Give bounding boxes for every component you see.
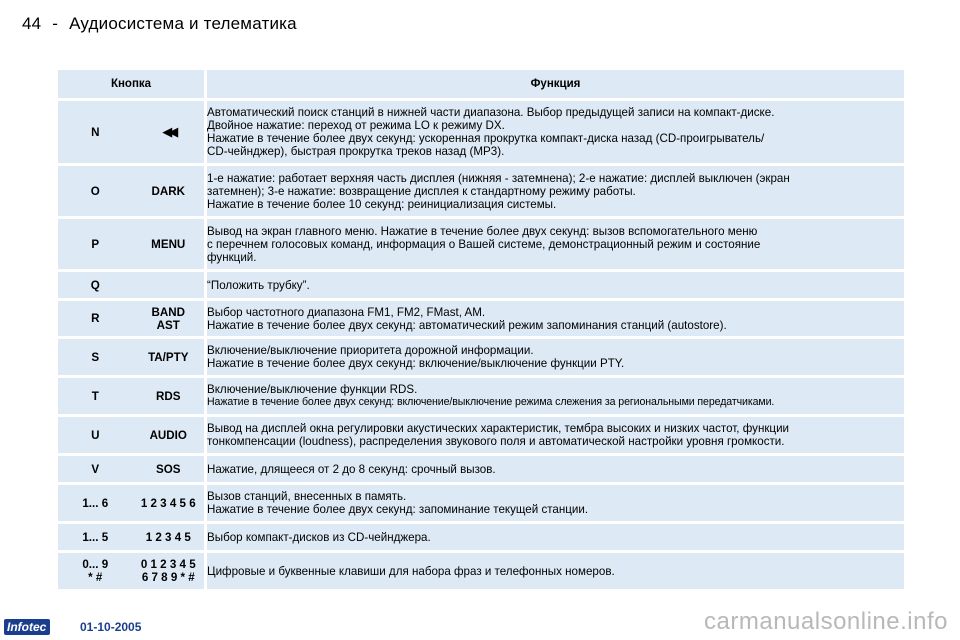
row-key: AUDIO: [133, 417, 208, 453]
key-line: BAND: [151, 305, 185, 319]
description-line: тонкомпенсации (loudness), распределения звукового поля и автоматической настройки уровня громкости.: [207, 435, 785, 448]
row-description: [207, 485, 904, 521]
function-table: [58, 67, 904, 592]
row-description: [207, 339, 904, 375]
row-description: [207, 101, 904, 163]
description-line: Выбор компакт-дисков из CD-чейнджера.: [207, 530, 431, 544]
key-line: AST: [156, 318, 180, 332]
page-title: Аудиосистема и телематика: [69, 14, 297, 33]
row-description: [207, 417, 904, 453]
table-row: [58, 417, 904, 453]
key-line: 0 1 2 3 4 5: [140, 558, 196, 571]
row-description: [207, 456, 904, 482]
description-line: Нажатие в течение более двух секунд: запоминание текущей станции.: [207, 503, 589, 516]
table-row: [58, 485, 904, 521]
description-line: Автоматический поиск станций в нижней части диапазона. Выбор предыдущей записи на компакт-диске.: [207, 106, 775, 119]
row-description: [207, 166, 904, 216]
row-description: [207, 378, 904, 414]
header-separator: -: [52, 14, 59, 33]
table-row: [58, 378, 904, 414]
row-letter: P: [58, 219, 133, 269]
page-header: [22, 14, 303, 34]
row-letter: T: [58, 378, 133, 414]
description-line: Нажатие в течение более 10 секунд: реинициализация системы.: [207, 197, 557, 211]
infotec-logo: Infotec: [4, 619, 50, 635]
description-line: CD-чейнджер), быстрая прокрутка треков назад (MP3).: [207, 145, 505, 158]
description-line: Включение/выключение функции RDS.: [207, 383, 418, 396]
description-line: “Положить трубку”.: [207, 278, 310, 292]
description-line: Нажатие в течение более двух секунд: включение/выключение режима слежения за региональными передатчиками.: [207, 396, 775, 408]
row-description: [207, 219, 904, 269]
description-line: функций.: [207, 250, 257, 264]
table-row: [58, 101, 904, 163]
description-line: Нажатие, длящееся от 2 до 8 секунд: срочный вызов.: [207, 462, 496, 476]
table-row: [58, 219, 904, 269]
row-key: SOS: [133, 456, 208, 482]
description-line: Выбор частотного диапазона FM1, FM2, FMast, AM.: [207, 305, 486, 319]
row-key: RDS: [133, 378, 208, 414]
column-header-function: Функция: [207, 70, 904, 98]
footer-date: 01-10-2005: [80, 620, 142, 634]
description-line: Цифровые и буквенные клавиши для набора фраз и телефонных номеров.: [207, 564, 615, 578]
row-key: 1 2 3 4 5 6: [133, 485, 208, 521]
row-description: [207, 524, 904, 550]
description-line: Включение/выключение приоритета дорожной информации.: [207, 344, 534, 357]
table-row: [58, 524, 904, 550]
description-line: Вывод на экран главного меню. Нажатие в течение более двух секунд: вызов вспомогательного меню: [207, 224, 758, 238]
row-key: 1 2 3 4 5: [133, 524, 208, 550]
row-letter: O: [58, 166, 133, 216]
description-line: затемнен); 3-е нажатие: возвращение дисплея к стандартному режиму работы.: [207, 184, 636, 198]
description-line: Нажатие в течение более двух секунд: включение/выключение функции PTY.: [207, 357, 625, 370]
table-row: [58, 166, 904, 216]
description-line: Вывод на дисплей окна регулировки акустических характеристик, тембра высоких и низких частот, функции: [207, 422, 790, 435]
letter-line: 0... 9: [82, 558, 109, 571]
rewind-icon: ◀◀: [162, 124, 175, 139]
description-line: 1-е нажатие: работает верхняя часть дисплея (нижняя - затемнена); 2-е нажатие: дисплей выключен (экран: [207, 171, 790, 185]
row-key: DARK: [133, 166, 208, 216]
row-letter: [58, 553, 133, 589]
row-key: [133, 272, 208, 298]
page-number: 44: [22, 14, 42, 33]
row-letter: V: [58, 456, 133, 482]
row-description: [207, 272, 904, 298]
row-description: [207, 553, 904, 589]
table-row: [58, 553, 904, 589]
watermark: carmanualsonline.info: [704, 608, 948, 635]
row-letter: N: [58, 101, 133, 163]
row-key: TA/PTY: [133, 339, 208, 375]
row-letter: S: [58, 339, 133, 375]
description-line: с перечнем голосовых команд, информация о Вашей системе, демонстрационный режим и состояние: [207, 237, 761, 251]
table-row: [58, 301, 904, 336]
description-line: Двойное нажатие: переход от режима LO к режиму DX.: [207, 119, 505, 132]
row-letter: 1... 5: [58, 524, 133, 550]
description-line: Нажатие в течение более двух секунд: ускоренная прокрутка компакт-диска назад (CD-проигрыватель/: [207, 132, 765, 145]
row-key: [133, 553, 208, 589]
row-key: MENU: [133, 219, 208, 269]
description-line: Вызов станций, внесенных в память.: [207, 490, 407, 503]
description-line: Нажатие в течение более двух секунд: автоматический режим запоминания станций (autostore).: [207, 318, 727, 332]
column-header-button: Кнопка: [58, 70, 207, 98]
table-row: [58, 456, 904, 482]
row-description: [207, 301, 904, 336]
row-letter: U: [58, 417, 133, 453]
row-letter: 1... 6: [58, 485, 133, 521]
key-line: 6 7 8 9 * #: [141, 571, 195, 584]
table-row: [58, 272, 904, 298]
row-letter: Q: [58, 272, 133, 298]
table-header-row: [58, 70, 904, 98]
row-key: [133, 101, 208, 163]
row-letter: R: [58, 301, 133, 336]
letter-line: * #: [88, 571, 103, 584]
row-key: [133, 301, 208, 336]
table-row: [58, 339, 904, 375]
